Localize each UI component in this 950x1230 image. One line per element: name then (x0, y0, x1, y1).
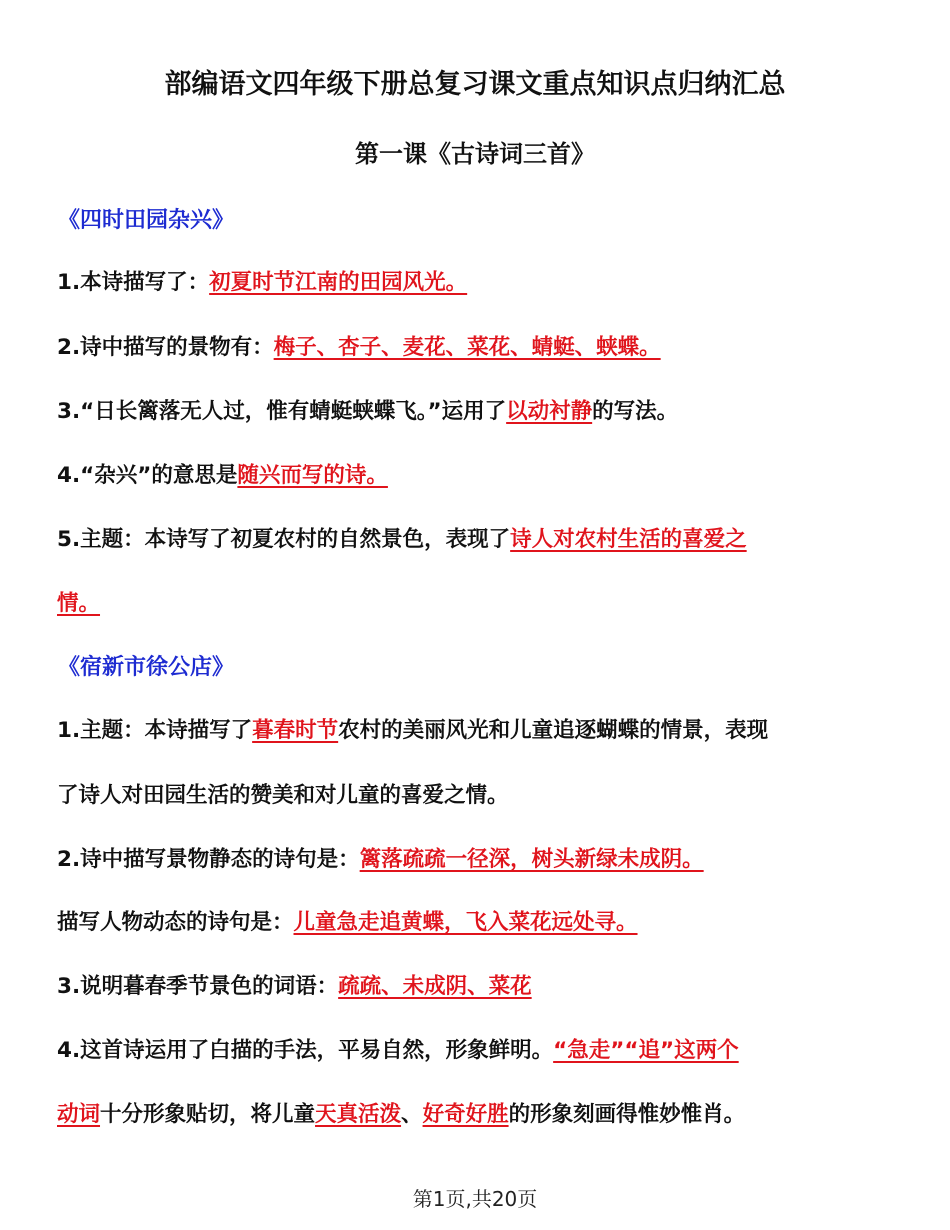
poem2-point-1 (57, 713, 897, 744)
point-text: 2.诗中描写的景物有： (57, 335, 274, 360)
key-answer: 初夏时节江南的田园风光。 (209, 270, 468, 295)
key-answer: 儿童急走追黄蝶，飞入菜花远处寻。 (293, 910, 638, 935)
poem2-point-1-cont (57, 778, 897, 809)
point-text: 1.本诗描写了： (57, 270, 210, 295)
poem1-point-2 (57, 330, 897, 361)
point-text: 4.“杂兴”的意思是 (57, 463, 238, 488)
point-text: 3.说明暮春季节景色的词语： (57, 974, 339, 999)
poem1-point-5 (57, 522, 897, 553)
key-answer: “急走”“追”这两个 (553, 1038, 739, 1063)
point-text: 的形象刻画得惟妙惟肖。 (508, 1102, 746, 1127)
poem2-point-2-cont (57, 905, 897, 936)
page-title: 部编语文四年级下册总复习课文重点知识点归纳汇总 (164, 69, 786, 100)
poem-title-2: 《宿新市徐公店》 (58, 655, 235, 680)
point-text: 描写人物动态的诗句是： (57, 910, 294, 935)
poem1-point-4 (57, 458, 897, 489)
key-answer: 暮春时节 (252, 718, 339, 743)
page-number: 第1页,共20页 (412, 1187, 538, 1211)
key-answer: 以动衬静 (506, 399, 593, 424)
key-answer: 好奇好胜 (422, 1102, 509, 1127)
point-text: 十分形象贴切，将儿童 (100, 1102, 316, 1127)
point-text: 3.“日长篱落无人过，惟有蜻蜓蛱蝶飞。”运用了 (57, 399, 507, 424)
poem2-point-3 (57, 969, 897, 1000)
point-text: 的写法。 (592, 399, 679, 424)
point-text: 2.诗中描写景物静态的诗句是： (57, 847, 360, 872)
key-answer: 随兴而写的诗。 (237, 463, 388, 488)
key-answer: 天真活泼 (315, 1102, 402, 1127)
point-text: 5.主题：本诗写了初夏农村的自然景色，表现了 (57, 527, 511, 552)
key-answer: 梅子、杏子、麦花、菜花、蜻蜓、蛱蝶。 (273, 335, 661, 360)
point-text: 、 (401, 1102, 423, 1127)
key-answer: 篱落疏疏一径深，树头新绿未成阴。 (359, 847, 704, 872)
point-text: 4.这首诗运用了白描的手法，平易自然，形象鲜明。 (57, 1038, 554, 1063)
key-answer: 诗人对农村生活的喜爱之 (510, 527, 747, 552)
point-text: 1.主题：本诗描写了 (57, 718, 253, 743)
point-text: 了诗人对田园生活的赞美和对儿童的喜爱之情。 (57, 783, 509, 808)
poem1-point-1 (57, 265, 897, 296)
key-answer: 疏疏、未成阴、菜花 (338, 974, 532, 999)
point-text: 农村的美丽风光和儿童追逐蝴蝶的情景，表现 (338, 718, 769, 743)
lesson-subtitle: 第一课《古诗词三首》 (355, 140, 595, 168)
poem2-point-4-cont (57, 1097, 897, 1128)
key-answer: 情。 (57, 591, 101, 616)
poem2-point-4 (57, 1033, 897, 1064)
poem1-point-5-cont (57, 586, 897, 617)
poem-title-1: 《四时田园杂兴》 (58, 208, 235, 233)
key-answer: 动词 (57, 1102, 101, 1127)
poem1-point-3 (57, 394, 897, 425)
poem2-point-2 (57, 842, 897, 873)
